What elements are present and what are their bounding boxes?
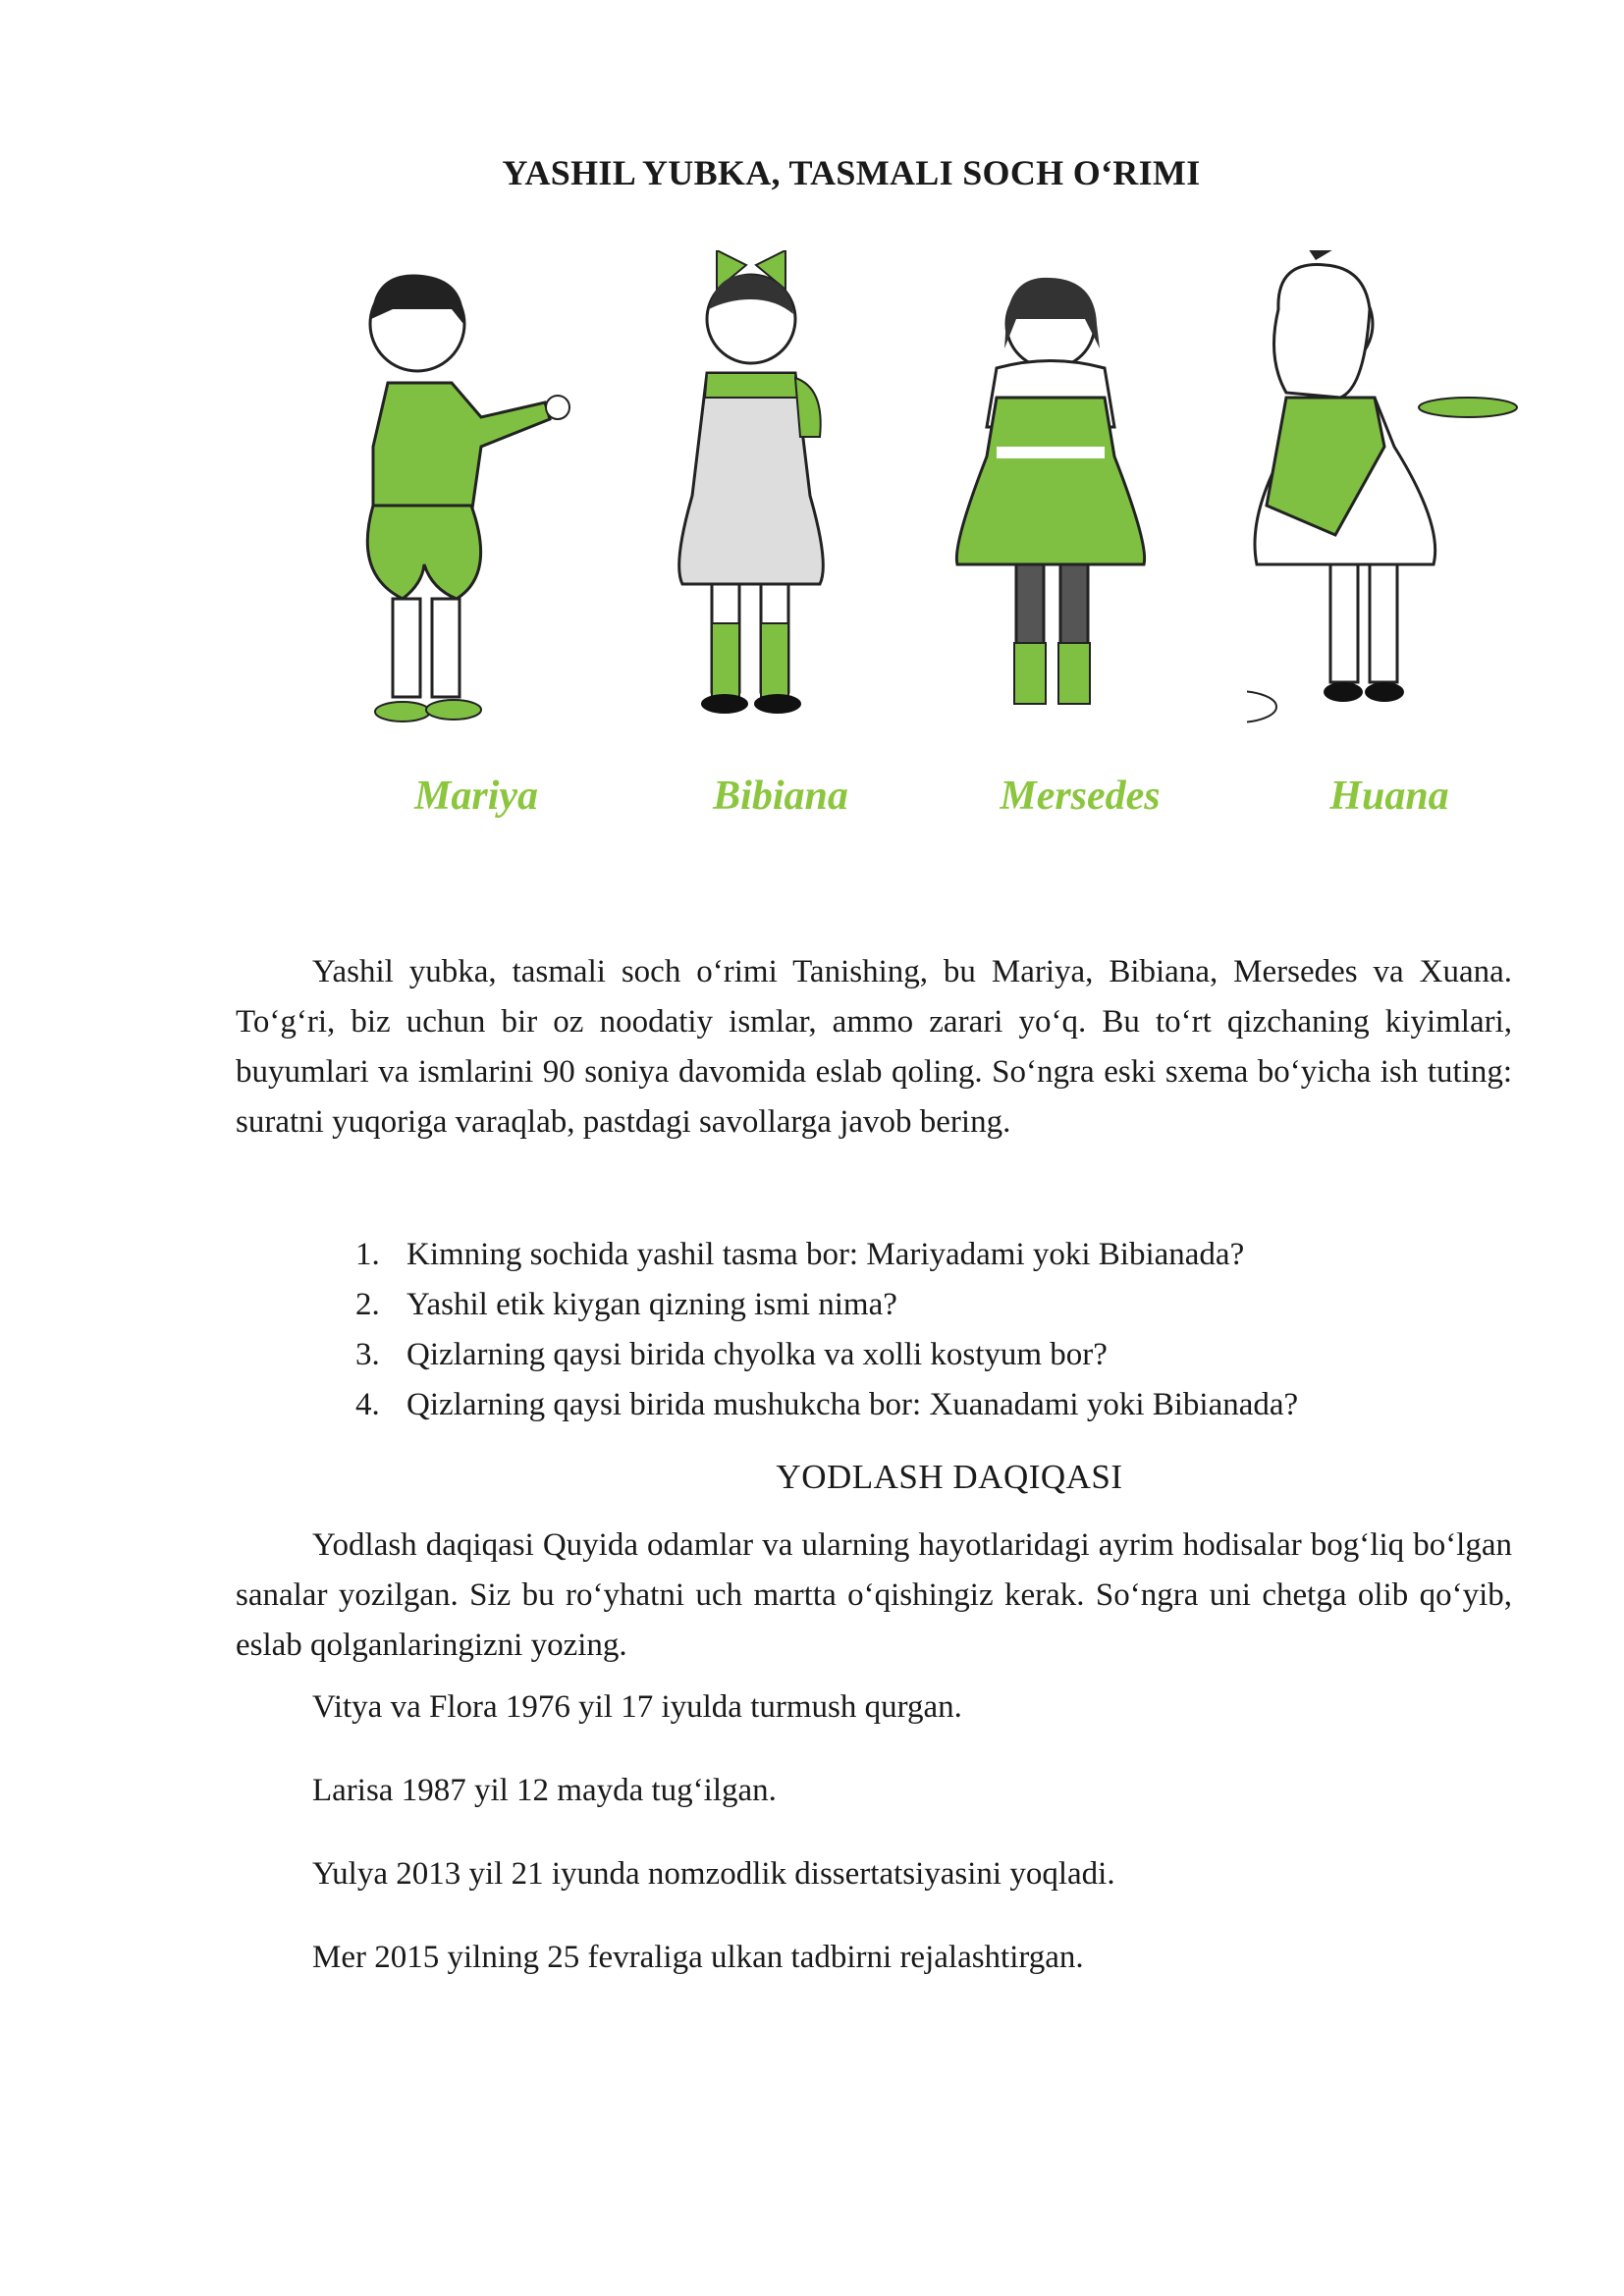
question-number: 3. (355, 1337, 380, 1372)
intro-paragraph-text: Yashil yubka, tasmali soch o‘rimi Tanishing, bu Mariya, Bibiana, Mersedes va Xuana. To‘g‘ri, biz uchun bir oz noodatiy ismlar, ammo zarari yo‘q. Bu to‘rt qizchaning kiyimlari, buyumlari va ismlarini 90 soniya davomida eslab qoling. So‘ngra eski sxema bo‘yicha ish tuting: suratni yuqoriga varaqlab, pastdagi savollarga javob bering. (236, 954, 1512, 1140)
question-list (355, 1230, 1298, 1430)
figure-mersedes (938, 250, 1222, 859)
list-item (355, 1330, 1298, 1380)
question-number: 4. (355, 1387, 380, 1422)
mersedes-drawing (938, 250, 1222, 761)
figure-name-mersedes: Mersedes (1000, 774, 1161, 819)
bibiana-drawing (638, 250, 923, 761)
list-item (355, 1280, 1298, 1330)
memory-paragraph-text: Yodlash daqiqasi Quyida odamlar va ularning hayotlaridagi ayrim hodisalar bog‘liq bo‘lgan sanalar yozilgan. Siz bu ro‘yhatni uch martta o‘qishingiz kerak. So‘ngra uni chetga olib qo‘yib, eslab qolganlaringizni yozing. (236, 1527, 1512, 1663)
memory-paragraph (236, 1521, 1512, 1671)
list-item (355, 1230, 1298, 1280)
huana-drawing (1247, 250, 1532, 761)
figure-name-bibiana: Bibiana (713, 774, 848, 819)
intro-paragraph (236, 947, 1512, 1148)
fact-line: Vitya va Flora 1976 yil 17 iyulda turmush qurgan. (312, 1689, 962, 1725)
girls-illustration (334, 250, 1591, 859)
figure-name-huana: Huana (1329, 774, 1449, 819)
question-number: 2. (355, 1287, 380, 1322)
question-text: Qizlarning qaysi birida chyolka va xolli kostyum bor? (406, 1337, 1108, 1372)
figure-name-mariya: Mariya (414, 774, 538, 819)
fact-line: Mer 2015 yilning 25 fevraliga ulkan tadbirni rejalashtirgan. (312, 1940, 1084, 1975)
figure-mariya (334, 250, 619, 859)
figure-bibiana (638, 250, 923, 859)
question-number: 1. (355, 1237, 380, 1272)
question-text: Yashil etik kiygan qizning ismi nima? (406, 1287, 897, 1322)
list-item (355, 1380, 1298, 1430)
fact-line: Larisa 1987 yil 12 mayda tug‘ilgan. (312, 1773, 777, 1808)
question-text: Kimning sochida yashil tasma bor: Mariyadami yoki Bibianada? (406, 1237, 1245, 1272)
section-title: YODLASH DAQIQASI (776, 1458, 1123, 1496)
figure-huana (1247, 250, 1532, 859)
question-text: Qizlarning qaysi birida mushukcha bor: Xuanadami yoki Bibianada? (406, 1387, 1299, 1422)
fact-line: Yulya 2013 yil 21 iyunda nomzodlik dissertatsiyasini yoqladi. (312, 1856, 1115, 1892)
mariya-drawing (334, 250, 619, 761)
page-title: YASHIL YUBKA, TASMALI SOCH O‘RIMI (502, 153, 1201, 192)
